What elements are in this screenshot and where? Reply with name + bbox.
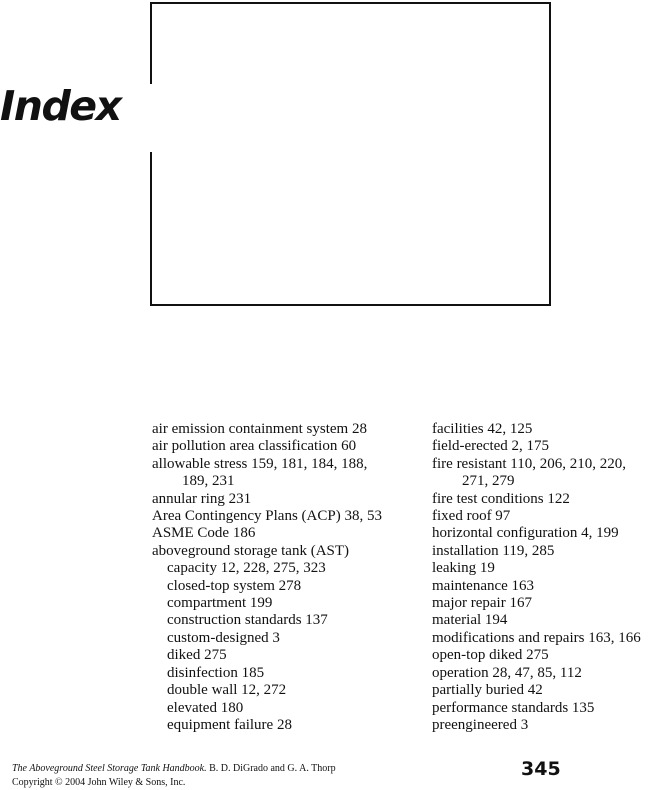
index-column-left [152,421,414,734]
index-entry [432,421,648,438]
index-entry-text: capacity 12, 228, 275, 323 [167,560,326,577]
index-entry-text: annular ring 231 [152,490,252,507]
index-entry-text: diked 275 [167,647,227,664]
title-frame [150,2,551,306]
index-entry [432,665,648,682]
index-entry [432,595,648,612]
index-entry [152,456,414,491]
index-entry-text: equipment failure 28 [167,716,292,733]
index-entry-text: aboveground storage tank (AST) [152,542,350,559]
index-entry-text: disinfection 185 [167,664,265,681]
page-footer [12,762,336,790]
index-subentry [152,717,414,734]
footer-citation [12,762,336,776]
index-entry [432,508,648,525]
index-entry [432,438,648,455]
index-entry [432,700,648,717]
index-entry [152,438,414,455]
index-entry-continuation: 189, 231 [182,473,235,490]
index-entry-text: material 194 [432,612,508,629]
index-entry-text: double wall 12, 272 [167,682,287,699]
frame-gap [146,84,155,152]
index-subentry [152,647,414,664]
index-subentry [152,682,414,699]
index-subentry [152,630,414,647]
index-entry-text: Area Contingency Plans (ACP) 38, 53 [152,508,382,525]
index-entry-text: maintenance 163 [432,577,535,594]
index-subentry [152,612,414,629]
index-entry-text: custom-designed 3 [167,629,280,646]
index-subentry [152,560,414,577]
index-entry [432,630,648,647]
index-entry-text: air pollution area classification 60 [152,438,357,455]
index-column-right [432,421,648,734]
index-subentry [152,700,414,717]
index-entry-continuation: 271, 279 [462,473,515,490]
index-entry [432,682,648,699]
index-entry-text: fire test conditions 122 [432,490,570,507]
index-entry [432,491,648,508]
index-entry-text: operation 28, 47, 85, 112 [432,664,582,681]
index-entry [152,543,414,560]
index-entry [152,491,414,508]
index-entry [432,647,648,664]
index-entry [432,456,648,491]
index-entry-text: air emission containment system 28 [152,421,367,437]
index-entry [432,612,648,629]
index-entry-text: horizontal configuration 4, 199 [432,525,619,542]
index-entry [152,525,414,542]
index-entry-text: modifications and repairs 163, 166 [432,629,641,646]
index-entry-text: fire resistant 110, 206, 210, 220, [432,455,626,472]
index-entry-text: allowable stress 159, 181, 184, 188, [152,455,368,472]
index-entry-text: major repair 167 [432,595,532,612]
index-entry [432,578,648,595]
index-subentry [152,665,414,682]
index-entry-text: closed-top system 278 [167,577,302,594]
index-entry-text: leaking 19 [432,560,495,577]
page-title: Index [0,82,121,130]
index-entry-text: installation 119, 285 [432,542,555,559]
page-number: 345 [521,758,561,780]
index-entry-text: compartment 199 [167,595,273,612]
index-subentry [152,595,414,612]
index-entry [152,508,414,525]
index-entry [432,560,648,577]
index-entry-text: open-top diked 275 [432,647,549,664]
index-entry-text: preengineered 3 [432,716,529,733]
index-entry [432,543,648,560]
index-entry [432,525,648,542]
index-entry-text: elevated 180 [167,699,244,716]
index-entry [152,421,414,438]
index-entry-text: ASME Code 186 [152,525,256,542]
index-entry-text: fixed roof 97 [432,508,511,525]
index-entry-text: partially buried 42 [432,682,543,699]
footer-copyright: Copyright © 2004 John Wiley & Sons, Inc. [12,777,186,788]
index-subentry [152,578,414,595]
footer-book-title: The Aboveground Steel Storage Tank Handbook. [12,763,207,774]
index-entry [432,717,648,734]
index-entry-text: facilities 42, 125 [432,421,533,437]
index-entry-text: field-erected 2, 175 [432,438,550,455]
index-entry-text: performance standards 135 [432,699,595,716]
footer-authors: B. D. DiGrado and G. A. Thorp [209,763,336,774]
index-entry-text: construction standards 137 [167,612,328,629]
